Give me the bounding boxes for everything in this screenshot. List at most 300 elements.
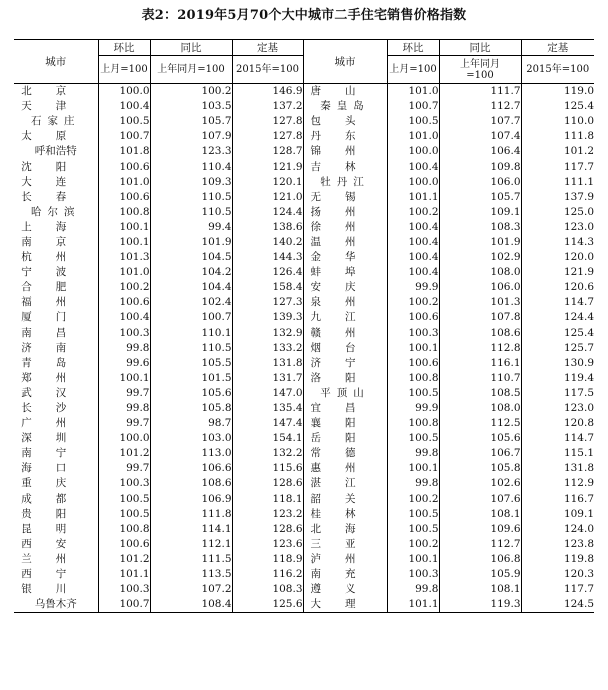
- yoy-cell-right: 109.6: [439, 522, 521, 537]
- city-name: 遵义: [310, 583, 380, 596]
- fixed-cell-left: 140.2: [232, 235, 303, 250]
- fixed-cell-right: 115.1: [521, 446, 594, 461]
- fixed-cell-left: 138.6: [232, 220, 303, 235]
- mom-cell-right: 100.2: [387, 492, 439, 507]
- yoy-cell-left: 105.7: [150, 114, 232, 129]
- city-name: 温州: [310, 235, 380, 248]
- mom-cell-right: 100.1: [387, 341, 439, 356]
- fixed-cell-left: 127.8: [232, 129, 303, 144]
- city-name: 蚌埠: [310, 266, 380, 279]
- fixed-cell-left: 128.6: [232, 522, 303, 537]
- city-name: 上海: [21, 220, 91, 233]
- yoy-cell-right: 106.7: [439, 446, 521, 461]
- mom-cell-left: 100.6: [98, 295, 150, 310]
- yoy-cell-right: 116.1: [439, 356, 521, 371]
- fixed-cell-left: 118.1: [232, 492, 303, 507]
- fixed-cell-left: 121.0: [232, 190, 303, 205]
- mom-cell-left: 99.6: [98, 356, 150, 371]
- table-row: [14, 341, 594, 356]
- yoy-cell-right: 112.8: [439, 341, 521, 356]
- city-name: 平顶山: [320, 386, 370, 399]
- mom-cell-right: 100.4: [387, 265, 439, 280]
- city-name: 徐州: [310, 220, 380, 233]
- yoy-cell-left: 101.5: [150, 371, 232, 386]
- yoy-cell-right: 106.8: [439, 552, 521, 567]
- yoy-cell-left: 112.1: [150, 537, 232, 552]
- city-cell-left: [14, 446, 98, 461]
- city-cell-left: [14, 250, 98, 265]
- city-name: 海口: [21, 462, 91, 475]
- table-row: [14, 175, 594, 190]
- city-name: 长沙: [21, 402, 91, 415]
- city-name: 吉林: [310, 160, 380, 173]
- fixed-cell-right: 124.5: [521, 597, 594, 613]
- yoy-cell-right: 108.1: [439, 507, 521, 522]
- fixed-cell-left: 147.0: [232, 386, 303, 401]
- city-cell-left: [14, 190, 98, 205]
- city-cell-left: [14, 356, 98, 371]
- mom-cell-left: 99.7: [98, 416, 150, 431]
- fixed-cell-right: 131.8: [521, 461, 594, 476]
- yoy-cell-left: 106.6: [150, 461, 232, 476]
- fixed-cell-left: 154.1: [232, 431, 303, 446]
- city-cell-right: [303, 326, 387, 341]
- yoy-cell-right: 107.8: [439, 310, 521, 325]
- fixed-cell-left: 147.4: [232, 416, 303, 431]
- yoy-cell-right: 110.7: [439, 371, 521, 386]
- yoy-cell-right: 108.1: [439, 582, 521, 597]
- fixed-cell-left: 120.1: [232, 175, 303, 190]
- city-cell-left: [14, 567, 98, 582]
- fixed-cell-right: 124.0: [521, 522, 594, 537]
- fixed-cell-right: 125.4: [521, 99, 594, 114]
- yoy-cell-right: 105.6: [439, 431, 521, 446]
- city-name: 九江: [310, 311, 380, 324]
- city-cell-right: [303, 235, 387, 250]
- city-cell-right: [303, 250, 387, 265]
- city-cell-right: [303, 386, 387, 401]
- city-cell-right: [303, 492, 387, 507]
- city-cell-left: [14, 310, 98, 325]
- city-cell-right: [303, 310, 387, 325]
- table-row: [14, 295, 594, 310]
- fixed-cell-left: 131.7: [232, 371, 303, 386]
- city-cell-right: [303, 220, 387, 235]
- yoy-cell-left: 104.5: [150, 250, 232, 265]
- mom-cell-left: 101.0: [98, 175, 150, 190]
- city-name: 包头: [310, 115, 380, 128]
- yoy-cell-right: 111.7: [439, 84, 521, 100]
- yoy-cell-left: 103.5: [150, 99, 232, 114]
- city-cell-left: [14, 371, 98, 386]
- yoy-cell-left: 100.2: [150, 84, 232, 100]
- yoy-cell-left: 110.5: [150, 341, 232, 356]
- yoy-cell-left: 107.9: [150, 129, 232, 144]
- mom-cell-left: 100.3: [98, 326, 150, 341]
- table-row: [14, 597, 594, 613]
- mom-cell-left: 99.7: [98, 386, 150, 401]
- mom-cell-right: 100.5: [387, 386, 439, 401]
- table-row: [14, 537, 594, 552]
- mom-sub-left: 上月=100: [98, 56, 150, 84]
- city-cell-right: [303, 416, 387, 431]
- city-name: 天津: [21, 100, 91, 113]
- fixed-cell-right: 123.0: [521, 220, 594, 235]
- city-cell-right: [303, 175, 387, 190]
- city-cell-left: [14, 84, 98, 100]
- table-row: [14, 265, 594, 280]
- city-cell-left: [14, 129, 98, 144]
- city-name: 济南: [21, 341, 91, 354]
- yoy-cell-right: 102.6: [439, 476, 521, 491]
- yoy-cell-left: 110.4: [150, 159, 232, 174]
- yoy-cell-right: 109.1: [439, 205, 521, 220]
- city-cell-right: [303, 99, 387, 114]
- mom-cell-left: 100.4: [98, 99, 150, 114]
- fixed-header-left: 定基: [232, 40, 303, 56]
- city-name: 哈尔滨: [31, 205, 81, 218]
- table-row: [14, 431, 594, 446]
- city-cell-left: [14, 144, 98, 159]
- yoy-cell-right: 108.3: [439, 220, 521, 235]
- city-cell-left: [14, 280, 98, 295]
- city-name: 金华: [310, 251, 380, 264]
- city-name: 安庆: [310, 281, 380, 294]
- fixed-cell-left: 128.6: [232, 476, 303, 491]
- mom-cell-right: 100.7: [387, 99, 439, 114]
- city-cell-left: [14, 401, 98, 416]
- city-name: 襄阳: [310, 417, 380, 430]
- city-cell-left: [14, 341, 98, 356]
- city-cell-right: [303, 371, 387, 386]
- yoy-cell-left: 111.5: [150, 552, 232, 567]
- fixed-cell-left: 131.8: [232, 356, 303, 371]
- mom-cell-right: 100.4: [387, 159, 439, 174]
- city-name: 北京: [21, 85, 91, 98]
- fixed-cell-left: 128.7: [232, 144, 303, 159]
- city-name: 济宁: [310, 356, 380, 369]
- mom-cell-left: 100.6: [98, 537, 150, 552]
- yoy-cell-left: 111.8: [150, 507, 232, 522]
- fixed-cell-left: 108.3: [232, 582, 303, 597]
- yoy-cell-left: 109.3: [150, 175, 232, 190]
- mom-cell-right: 100.1: [387, 552, 439, 567]
- city-cell-right: [303, 401, 387, 416]
- mom-cell-left: 100.5: [98, 114, 150, 129]
- city-cell-left: [14, 220, 98, 235]
- mom-cell-left: 100.1: [98, 220, 150, 235]
- city-cell-left: [14, 492, 98, 507]
- fixed-cell-right: 117.7: [521, 159, 594, 174]
- fixed-cell-right: 114.7: [521, 431, 594, 446]
- city-header-left: 城市: [14, 40, 98, 84]
- mom-cell-right: 101.0: [387, 129, 439, 144]
- mom-cell-right: 99.8: [387, 446, 439, 461]
- yoy-cell-left: 108.6: [150, 476, 232, 491]
- city-name: 宁波: [21, 266, 91, 279]
- city-name: 洛阳: [310, 371, 380, 384]
- mom-cell-left: 101.3: [98, 250, 150, 265]
- city-name: 湛江: [310, 477, 380, 490]
- city-name: 福州: [21, 296, 91, 309]
- yoy-cell-left: 98.7: [150, 416, 232, 431]
- city-cell-left: [14, 99, 98, 114]
- yoy-cell-right: 106.0: [439, 280, 521, 295]
- yoy-cell-left: 105.5: [150, 356, 232, 371]
- city-name: 锦州: [310, 145, 380, 158]
- fixed-cell-right: 119.0: [521, 84, 594, 100]
- city-name: 扬州: [310, 205, 380, 218]
- table-title: 表2：2019年5月70个大中城市二手住宅销售价格指数: [141, 8, 467, 23]
- yoy-cell-left: 113.5: [150, 567, 232, 582]
- fixed-sub-left: 2015年=100: [232, 56, 303, 84]
- fixed-cell-left: 116.2: [232, 567, 303, 582]
- mom-cell-right: 99.9: [387, 401, 439, 416]
- fixed-cell-left: 132.9: [232, 326, 303, 341]
- city-name: 昆明: [21, 522, 91, 535]
- mom-cell-right: 100.0: [387, 175, 439, 190]
- fixed-cell-right: 117.5: [521, 386, 594, 401]
- yoy-cell-left: 114.1: [150, 522, 232, 537]
- city-name: 赣州: [310, 326, 380, 339]
- city-name: 广州: [21, 417, 91, 430]
- fixed-cell-left: 123.2: [232, 507, 303, 522]
- city-name: 长春: [21, 190, 91, 203]
- city-name: 南昌: [21, 326, 91, 339]
- mom-cell-left: 100.4: [98, 310, 150, 325]
- table-row: [14, 220, 594, 235]
- city-name: 合肥: [21, 281, 91, 294]
- yoy-cell-right: 102.9: [439, 250, 521, 265]
- fixed-cell-right: 120.3: [521, 567, 594, 582]
- table-row: [14, 401, 594, 416]
- table-row: [14, 144, 594, 159]
- yoy-cell-right: 112.5: [439, 416, 521, 431]
- fixed-cell-left: 139.3: [232, 310, 303, 325]
- mom-cell-right: 100.5: [387, 522, 439, 537]
- city-cell-right: [303, 431, 387, 446]
- city-cell-left: [14, 461, 98, 476]
- city-header-right: 城市: [303, 40, 387, 84]
- city-name: 西安: [21, 537, 91, 550]
- table-row: [14, 416, 594, 431]
- table-row: [14, 446, 594, 461]
- table-row: [14, 522, 594, 537]
- yoy-cell-left: 102.4: [150, 295, 232, 310]
- city-cell-right: [303, 280, 387, 295]
- mom-cell-left: 100.0: [98, 431, 150, 446]
- city-cell-right: [303, 356, 387, 371]
- fixed-cell-left: 124.4: [232, 205, 303, 220]
- mom-cell-left: 100.2: [98, 280, 150, 295]
- fixed-cell-left: 126.4: [232, 265, 303, 280]
- yoy-cell-right: 109.8: [439, 159, 521, 174]
- fixed-cell-right: 117.7: [521, 582, 594, 597]
- yoy-cell-right: 106.4: [439, 144, 521, 159]
- city-name: 泉州: [310, 296, 380, 309]
- city-name: 武汉: [21, 386, 91, 399]
- fixed-header-right: 定基: [521, 40, 594, 56]
- city-name: 常德: [310, 447, 380, 460]
- mom-cell-right: 101.0: [387, 84, 439, 100]
- fixed-cell-right: 125.7: [521, 341, 594, 356]
- yoy-cell-left: 105.8: [150, 401, 232, 416]
- yoy-cell-left: 105.6: [150, 386, 232, 401]
- mom-cell-left: 100.5: [98, 507, 150, 522]
- table-row: [14, 371, 594, 386]
- city-name: 郑州: [21, 371, 91, 384]
- city-name: 南宁: [21, 447, 91, 460]
- yoy-cell-left: 106.9: [150, 492, 232, 507]
- mom-cell-left: 100.8: [98, 522, 150, 537]
- yoy-cell-left: 110.5: [150, 205, 232, 220]
- mom-cell-left: 100.7: [98, 129, 150, 144]
- fixed-sub-right: 2015年=100: [521, 56, 594, 84]
- table-row: [14, 507, 594, 522]
- mom-cell-right: 99.9: [387, 280, 439, 295]
- mom-cell-left: 100.8: [98, 205, 150, 220]
- fixed-cell-left: 135.4: [232, 401, 303, 416]
- mom-cell-right: 100.8: [387, 371, 439, 386]
- city-cell-left: [14, 537, 98, 552]
- city-cell-right: [303, 205, 387, 220]
- mom-cell-left: 101.1: [98, 567, 150, 582]
- city-cell-left: [14, 159, 98, 174]
- table-row: [14, 99, 594, 114]
- mom-cell-right: 100.6: [387, 310, 439, 325]
- yoy-cell-left: 108.4: [150, 597, 232, 613]
- table-row: [14, 159, 594, 174]
- mom-cell-right: 100.8: [387, 416, 439, 431]
- fixed-cell-right: 120.0: [521, 250, 594, 265]
- yoy-cell-left: 104.2: [150, 265, 232, 280]
- city-cell-right: [303, 114, 387, 129]
- city-cell-left: [14, 476, 98, 491]
- fixed-cell-left: 146.9: [232, 84, 303, 100]
- mom-cell-left: 101.2: [98, 446, 150, 461]
- yoy-cell-left: 107.2: [150, 582, 232, 597]
- yoy-cell-left: 99.4: [150, 220, 232, 235]
- yoy-cell-right: 107.7: [439, 114, 521, 129]
- table-row: [14, 582, 594, 597]
- mom-cell-left: 100.3: [98, 476, 150, 491]
- fixed-cell-right: 114.7: [521, 295, 594, 310]
- mom-sub-right: 上月=100: [387, 56, 439, 84]
- yoy-cell-left: 123.3: [150, 144, 232, 159]
- fixed-cell-right: 110.0: [521, 114, 594, 129]
- city-cell-left: [14, 114, 98, 129]
- city-name: 无锡: [310, 190, 380, 203]
- city-cell-right: [303, 265, 387, 280]
- yoy-cell-right: 108.6: [439, 326, 521, 341]
- yoy-cell-right: 108.0: [439, 401, 521, 416]
- city-name: 烟台: [310, 341, 380, 354]
- city-name: 石家庄: [31, 115, 81, 128]
- yoy-sub-left: 上年同月=100: [150, 56, 232, 84]
- fixed-cell-left: 115.6: [232, 461, 303, 476]
- city-name: 沈阳: [21, 160, 91, 173]
- mom-cell-right: 99.8: [387, 582, 439, 597]
- fixed-cell-left: 144.3: [232, 250, 303, 265]
- city-name: 岳阳: [310, 432, 380, 445]
- fixed-cell-right: 112.9: [521, 476, 594, 491]
- city-cell-right: [303, 507, 387, 522]
- mom-cell-right: 101.1: [387, 190, 439, 205]
- fixed-cell-left: 137.2: [232, 99, 303, 114]
- mom-cell-right: 100.3: [387, 567, 439, 582]
- yoy-cell-right: 105.9: [439, 567, 521, 582]
- yoy-cell-left: 101.9: [150, 235, 232, 250]
- mom-cell-left: 100.0: [98, 84, 150, 100]
- table-row: [14, 326, 594, 341]
- city-cell-left: [14, 205, 98, 220]
- yoy-cell-right: 108.5: [439, 386, 521, 401]
- mom-cell-left: 100.3: [98, 582, 150, 597]
- city-cell-right: [303, 159, 387, 174]
- mom-cell-right: 100.3: [387, 326, 439, 341]
- city-name: 乌鲁木齐: [34, 598, 77, 611]
- mom-cell-right: 100.5: [387, 507, 439, 522]
- fixed-cell-left: 125.6: [232, 597, 303, 613]
- city-name: 三亚: [310, 537, 380, 550]
- table-row: [14, 84, 594, 100]
- table-row: [14, 235, 594, 250]
- city-name: 大理: [310, 598, 380, 611]
- city-name: 厦门: [21, 311, 91, 324]
- city-name: 呼和浩特: [34, 145, 77, 158]
- city-cell-right: [303, 582, 387, 597]
- city-cell-left: [14, 507, 98, 522]
- fixed-cell-left: 127.8: [232, 114, 303, 129]
- fixed-cell-right: 120.8: [521, 416, 594, 431]
- yoy-cell-right: 106.0: [439, 175, 521, 190]
- table-row: [14, 386, 594, 401]
- mom-cell-right: 100.4: [387, 220, 439, 235]
- mom-cell-right: 100.1: [387, 461, 439, 476]
- mom-cell-right: 100.5: [387, 431, 439, 446]
- yoy-header-left: 同比: [150, 40, 232, 56]
- yoy-cell-left: 110.5: [150, 190, 232, 205]
- yoy-cell-right: 105.7: [439, 190, 521, 205]
- mom-cell-left: 100.6: [98, 159, 150, 174]
- mom-cell-left: 99.8: [98, 341, 150, 356]
- city-cell-right: [303, 597, 387, 613]
- price-index-table: [14, 39, 594, 613]
- city-name: 北海: [310, 522, 380, 535]
- city-cell-left: [14, 522, 98, 537]
- mom-cell-left: 100.7: [98, 597, 150, 613]
- city-cell-left: [14, 326, 98, 341]
- mom-cell-left: 99.7: [98, 461, 150, 476]
- mom-cell-right: 101.1: [387, 597, 439, 613]
- table-row: [14, 310, 594, 325]
- city-cell-right: [303, 567, 387, 582]
- yoy-cell-right: 107.4: [439, 129, 521, 144]
- city-cell-right: [303, 476, 387, 491]
- city-name: 泸州: [310, 552, 380, 565]
- city-cell-right: [303, 129, 387, 144]
- city-name: 银川: [21, 583, 91, 596]
- yoy-cell-right: 108.0: [439, 265, 521, 280]
- city-cell-right: [303, 552, 387, 567]
- yoy-cell-left: 103.0: [150, 431, 232, 446]
- mom-cell-left: 101.8: [98, 144, 150, 159]
- table-row: [14, 129, 594, 144]
- city-cell-left: [14, 175, 98, 190]
- city-cell-right: [303, 190, 387, 205]
- fixed-cell-right: 119.8: [521, 552, 594, 567]
- city-cell-left: [14, 431, 98, 446]
